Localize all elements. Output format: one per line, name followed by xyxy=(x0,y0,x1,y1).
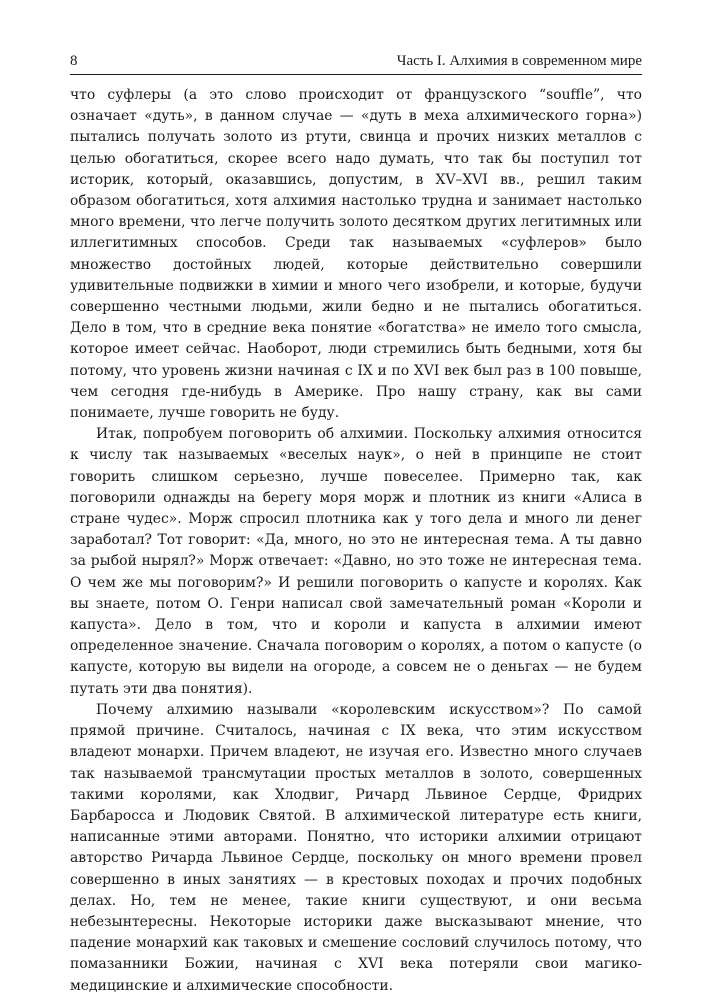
paragraph-2: Итак, попробуем поговорить об алхимии. Поскольку алхимия относится к числу так называемых «веселых наук», о ней в принципе не стоит говорить слишком серьезно, лучше повеселее. Примерно так, как поговорили однажды на берегу моря морж и плотник из книги «Алиса в стране чудес». Морж спросил плотника как у того дела и много ли денег заработал? Тот говорит: «Да, много, но это не интересная тема. А ты давно за рыбой нырял?» Морж отвечает: «Давно, но это тоже не интересная тема. О чем же мы поговорим?» И решили поговорить о капусте и королях. Как вы знаете, потом О. Генри написал свой замечательный роман «Короли и капуста». Дело в том, что и короли и капуста в алхимии имеют определенное значение. Сначала поговорим о королях, а потом о капусте (о капусте, которую вы видели на огороде, а совсем не о деньгах — не будем путать эти два понятия). xyxy=(70,426,642,697)
page-header xyxy=(70,52,642,75)
paragraph-1: что суфлеры (а это слово происходит от французского “souffle”, что означает «дуть», в данном случае — «дуть в меха алхимического горна») пытались получать золото из ртути, свинца и прочих низких металлов с целью обогатиться, скорее всего надо думать, что так бы поступил тот историк, который, оказавшись, допустим, в XV–XVI вв., решил таким образом обогатиться, хотя алхимия настолько трудна и занимает настолько много времени, что легче получить золото десятком других легитимных или иллегитимных способов. Среди так называемых «суфлеров» было множество достойных людей, которые действительно совершили удивительные подвижки в химии и много чего изобрели, и которые, будучи совершенно честными людьми, жили бедно и не пытались обогатиться. Дело в том, что в средние века понятие «богатства» не имело того смысла, которое имеет сейчас. Наоборот, люди стремились быть бедными, хотя бы потому, что уровень жизни начиная с IX и по XVI век был раз в 100 повыше, чем сегодня где-нибудь в Америке. Про нашу страну, как вы сами понимаете, лучше говорить не буду. xyxy=(70,87,642,422)
page-number: 8 xyxy=(70,53,78,69)
running-title: Часть I. Алхимия в современном мире xyxy=(396,53,642,69)
paragraph-3: Почему алхимию называли «королевским искусством»? По самой прямой причине. Считалось, начиная с IX века, что этим искусством владеют монархи. Причем владеют, не изучая его. Известно много случаев так называемой трансмутации простых металлов в золото, совершенных такими королями, как Хлодвиг, Ричард Львиное Сердце, Фридрих Барбаросса и Людовик Святой. В алхимической литературе есть книги, написанные этими авторами. Понятно, что историки алхимии отрицают авторство Ричарда Львиное Сердце, поскольку он много времени провел совершенно в иных занятиях — в крестовых походах и прочих подобных делах. Но, тем не менее, такие книги существуют, и они весьма небезынтересны. Некоторые историки даже высказывают мнение, что падение монархий как таковых и смешение сословий случилось потому, что помазанники Божии, начиная с XVI века потеряли свои магико-медицинские и алхимические способности. xyxy=(70,701,642,994)
body-text xyxy=(70,85,642,997)
